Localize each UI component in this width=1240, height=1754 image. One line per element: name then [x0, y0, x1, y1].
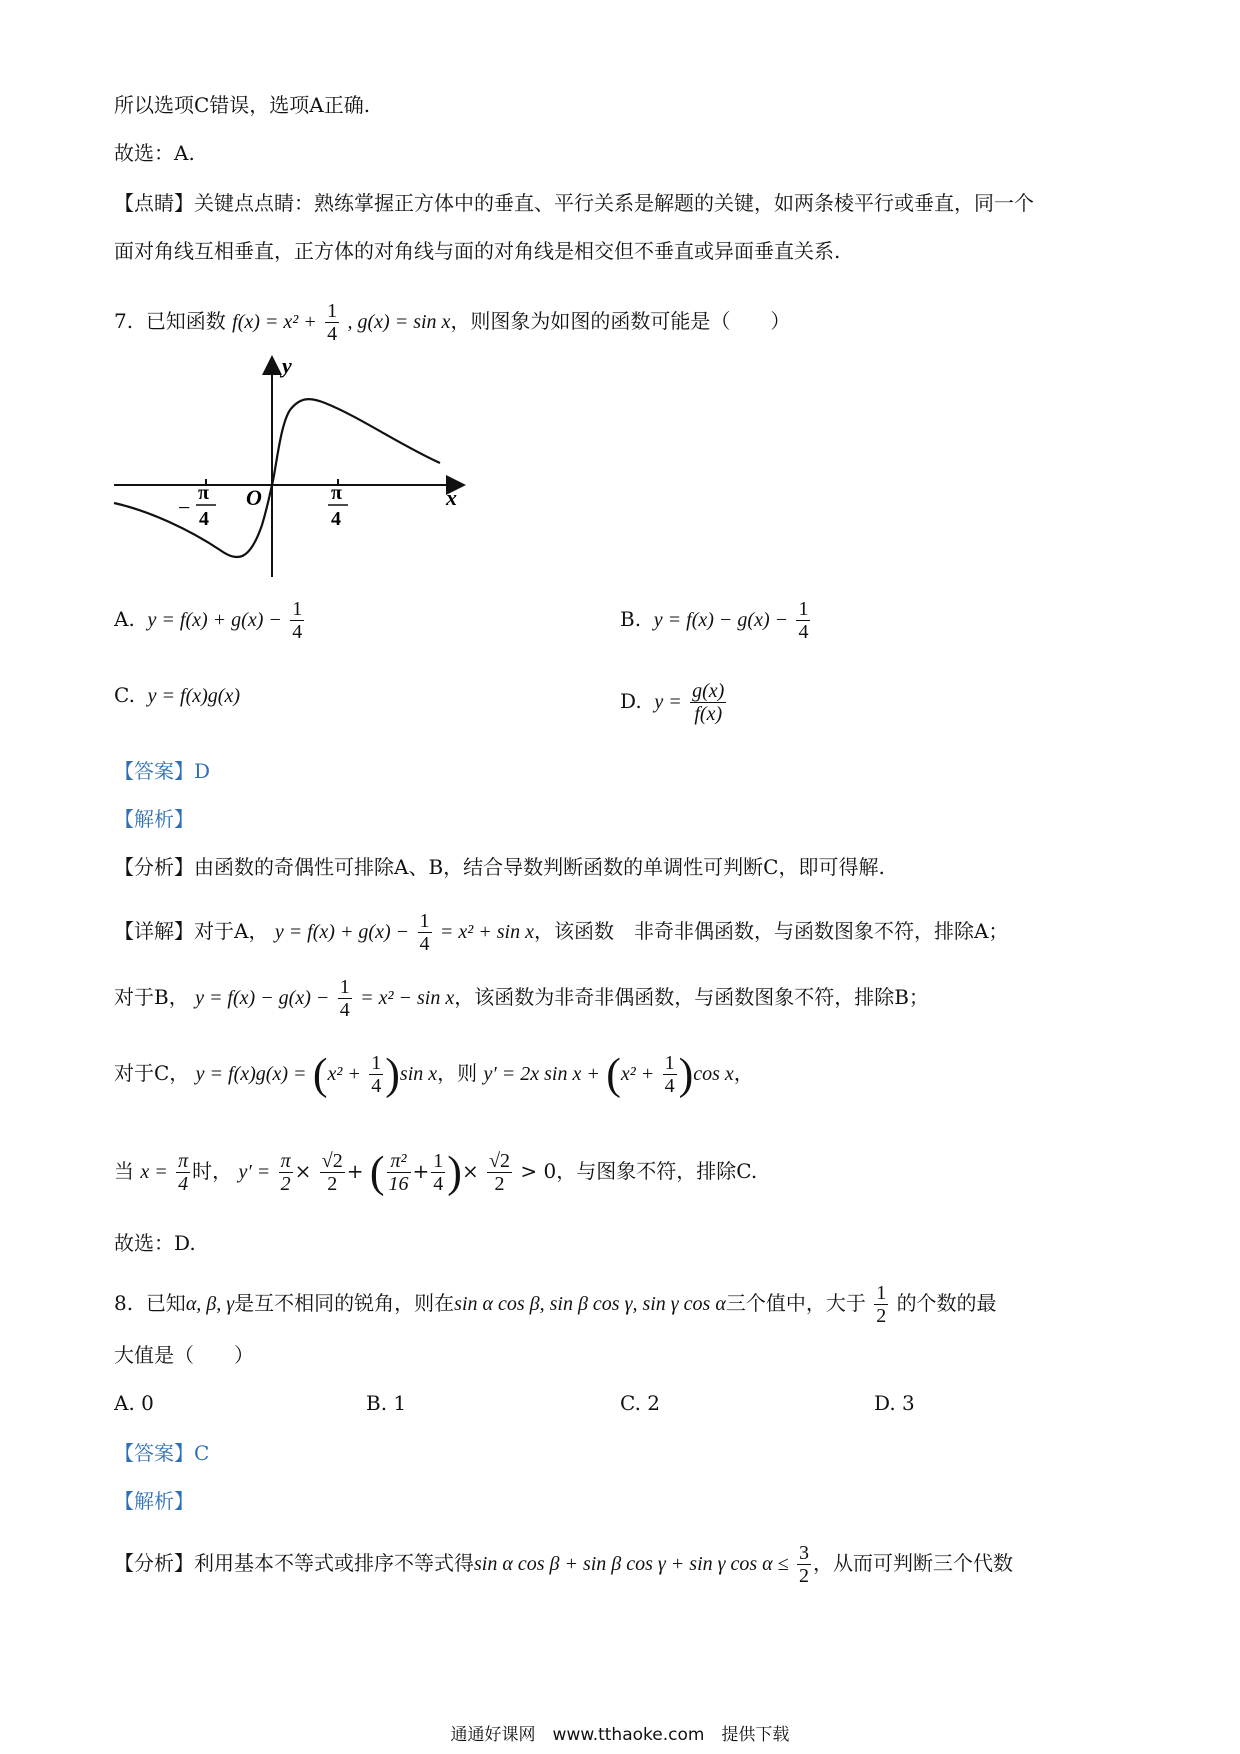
svg-text:π: π — [198, 482, 209, 504]
text-line-3: 【点睛】关键点点睛：熟练掌握正方体中的垂直、平行关系是解题的关键，如两条棱平行或垂直，同一个 — [114, 191, 1034, 215]
detail-b: 对于B， y = f(x) − g(x) − $\frac{1}{4}$ = x² − sin x，该函数为非奇非偶函数，与函数图象不符，排除B； — [114, 976, 929, 1021]
analysis-7: 【分析】由函数的奇偶性可排除A、B，结合导数判断函数的单调性可判断C，即可得解. — [114, 855, 885, 879]
x-label: x — [446, 485, 457, 510]
option-c: C. y = f(x)g(x) — [114, 683, 240, 707]
analysis-8: 【分析】利用基本不等式或排序不等式得sin α cos β + sin β cos γ + sin γ cos α ≤ $\frac{3}{2}$ ，从而可判断三个代数 — [114, 1542, 1014, 1587]
text-line-2: 故选：A. — [114, 141, 195, 165]
question-7-stem: 7. 已知函数 f(x) = x² + $\frac{1}{4}$ , g(x) = sin x，则图象为如图的函数可能是（ ） — [114, 300, 791, 345]
question-8-stem-line2: 大值是（ ） — [114, 1343, 254, 1367]
q8-option-a: A. 0 — [114, 1391, 154, 1415]
text-line-4: 面对角线互相垂直，正方体的对角线与面的对角线是相交但不垂直或异面垂直关系. — [114, 239, 841, 263]
detail-c: 对于C， y = f(x)g(x) = (x² + $\frac{1}{4}$ )sin x，则 y′ = 2x sin x + (x² + $\frac{1}{4}$ )cos x， — [114, 1049, 754, 1099]
page-footer: 通通好课网 www.tthaoke.com 提供下载 — [450, 1725, 790, 1745]
analysis-tag-7: 【解析】 — [114, 807, 194, 831]
text-line-1: 所以选项C错误，选项A正确. — [114, 93, 371, 117]
y-label: y — [282, 355, 292, 378]
origin-label: O — [246, 485, 262, 510]
curve — [114, 399, 440, 557]
option-d: D. y = $\frac{g(x)}{f(x)}$ — [620, 680, 725, 725]
question-8-stem: 8. 已知α, β, γ是互不相同的锐角，则在sin α cos β, sin β cos γ, sin γ cos α三个值中，大于 $\frac{1}{2}$ 的个数的最 — [114, 1282, 997, 1327]
svg-text:−: − — [178, 495, 191, 520]
q8-option-b: B. 1 — [366, 1391, 407, 1415]
option-b: B. y = f(x) − g(x) − $\frac{1}{4}$ — [620, 598, 809, 643]
conclusion-7: 故选：D. — [114, 1231, 196, 1255]
svg-text:π: π — [331, 482, 342, 504]
answer-8: 【答案】C — [114, 1441, 210, 1465]
analysis-tag-8: 【解析】 — [114, 1489, 194, 1513]
svg-text:4: 4 — [331, 508, 341, 530]
answer-7: 【答案】D — [114, 759, 211, 783]
svg-text:4: 4 — [199, 508, 209, 530]
q8-option-c: C. 2 — [620, 1391, 661, 1415]
function-graph — [110, 355, 470, 585]
option-a: A. y = f(x) + g(x) − $\frac{1}{4}$ — [114, 598, 303, 643]
detail-c-eval: 当 x = $\frac{\pi}{4}$ 时， y′ = $\frac{\pi}{2}$ × $\frac{√2}{2}$ + ( $\frac{\text{π²}}{16}$ + $\frac{1}{4}$ )× $\frac{√2}{2}$ > 0，与图象不符，排除C. — [114, 1147, 758, 1197]
detail-a: 【详解】对于A， y = f(x) + g(x) − $\frac{1}{4}$ = x² + sin x，该函数 非奇非偶函数，与函数图象不符，排除A； — [114, 910, 1009, 955]
q8-option-d: D. 3 — [874, 1391, 915, 1415]
